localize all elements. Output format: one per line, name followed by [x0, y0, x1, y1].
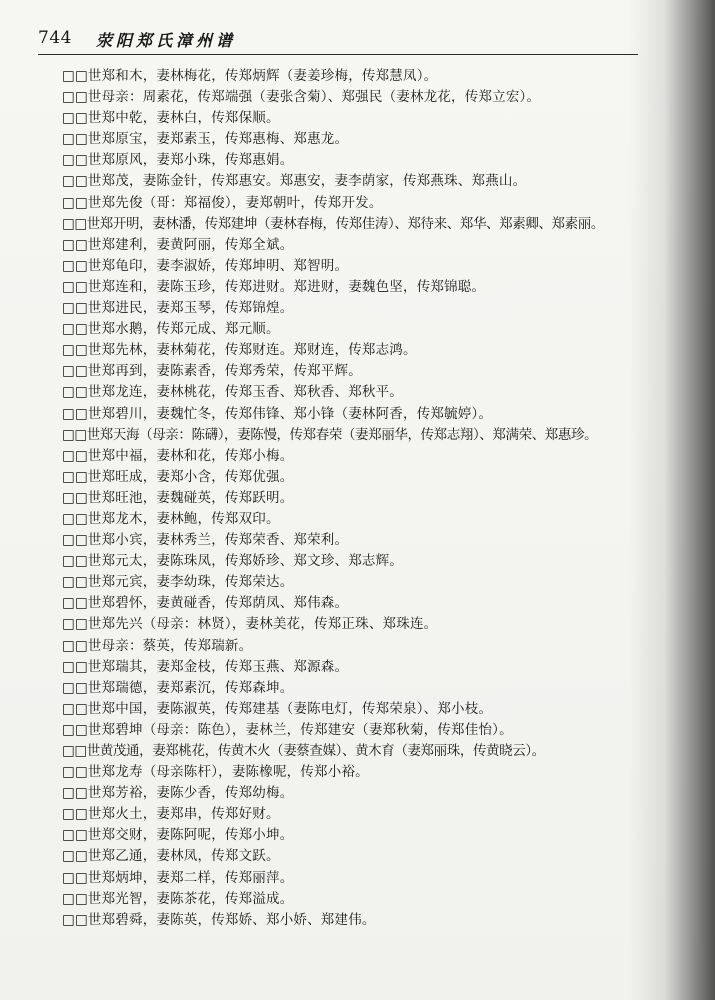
genealogy-entry: □□世郑建利，妻黄阿丽，传郑全斌。: [62, 236, 294, 253]
genealogy-entry: □□世母亲：周素花，传郑端强（妻张含菊）、郑强民（妻林龙花，传郑立宏）。: [62, 89, 541, 106]
genealogy-entry-list: [62, 66, 702, 931]
genealogy-entry: □□世郑开明，妻林潘，传郑建坤（妻林春梅，传郑佳涛）、郑待来、郑华、郑素卿、郑素丽。: [62, 215, 604, 232]
genealogy-entry: □□世郑旺池，妻魏碰英，传郑跃明。: [62, 489, 294, 506]
genealogy-entry: □□世郑龟印，妻李淑娇，传郑坤明、郑智明。: [62, 257, 349, 274]
genealogy-entry: □□世郑交财，妻陈阿呢，传郑小坤。: [62, 827, 294, 844]
genealogy-entry: □□世郑龙寿（母亲陈杆），妻陈橡呢，传郑小裕。: [62, 764, 369, 781]
genealogy-entry: □□世郑龙连，妻林桃花，传郑玉香、郑秋香、郑秋平。: [62, 384, 404, 401]
genealogy-entry: □□世郑乙通，妻林凤，传郑文跃。: [62, 848, 280, 865]
genealogy-entry: □□世郑天海（母亲：陈礴），妻陈慢，传郑春荣（妻郑丽华，传郑志翔）、郑满荣、郑惠珍。: [62, 426, 598, 443]
genealogy-entry: □□世母亲：蔡英，传郑瑞新。: [62, 637, 253, 654]
genealogy-entry: □□世郑进民，妻郑玉琴，传郑锦煌。: [62, 300, 294, 317]
genealogy-entry: □□世郑碧舜，妻陈英，传郑娇、郑小娇、郑建伟。: [62, 911, 376, 928]
genealogy-entry: □□世郑再到，妻陈素香，传郑秀荣，传郑平辉。: [62, 363, 362, 380]
genealogy-entry: □□世郑中福，妻林和花，传郑小梅。: [62, 447, 294, 464]
genealogy-entry: □□世郑旺成，妻郑小含，传郑优强。: [62, 468, 294, 485]
genealogy-entry: □□世郑先兴（母亲：林贤），妻林美花，传郑正珠、郑珠连。: [62, 616, 438, 633]
genealogy-entry: □□世郑元宾，妻李幼珠，传郑荣达。: [62, 574, 294, 591]
genealogy-entry: □□世郑元太，妻陈珠凤，传郑娇珍、郑文珍、郑志辉。: [62, 553, 404, 570]
genealogy-entry: □□世郑碧川，妻魏忙冬，传郑伟锋、郑小锋（妻林阿香，传郑毓婷）。: [62, 405, 493, 422]
genealogy-entry: □□世郑小宾，妻林秀兰，传郑荣香、郑荣利。: [62, 532, 349, 549]
genealogy-entry: □□世郑茂，妻陈金针，传郑惠安。郑惠安，妻李荫家，传郑燕珠、郑燕山。: [62, 173, 527, 190]
book-title: 荥阳郑氏漳州谱: [96, 31, 237, 50]
genealogy-entry: □□世郑连和，妻陈玉珍，传郑进财。郑进财，妻魏色坚，传郑锦聪。: [62, 278, 486, 295]
genealogy-entry: □□世郑碧怀，妻黄碰香，传郑荫凤、郑伟森。: [62, 595, 349, 612]
genealogy-entry: □□世郑炳坤，妻郑二样，传郑丽萍。: [62, 869, 294, 886]
genealogy-entry: □□世郑火土，妻郑串，传郑好财。: [62, 806, 280, 823]
genealogy-entry: □□世郑瑞其，妻郑金枝，传郑玉燕、郑源森。: [62, 658, 349, 675]
genealogy-entry: □□世郑中国，妻陈淑英，传郑建基（妻陈电灯，传郑荣泉）、郑小枝。: [62, 700, 493, 717]
genealogy-entry: □□世郑碧坤（母亲：陈色），妻林兰，传郑建安（妻郑秋菊，传郑佳怡）。: [62, 721, 513, 738]
genealogy-entry: □□世郑和木，妻林梅花，传郑炳辉（妻姜珍梅，传郑慧凤）。: [62, 68, 438, 84]
genealogy-entry: □□世郑光智，妻陈茶花，传郑溢成。: [62, 890, 294, 907]
genealogy-entry: □□世郑先俊（哥：郑福俊），妻郑朝叶，传郑开发。: [62, 194, 383, 211]
genealogy-entry: □□世黄茂通，妻郑桃花，传黄木火（妻蔡查媒）、黄木育（妻郑丽珠，传黄晓云）。: [62, 743, 545, 759]
genealogy-entry: □□世郑原风，妻郑小珠，传郑惠娟。: [62, 152, 294, 169]
genealogy-entry: □□世郑水鹅，传郑元成、郑元顺。: [62, 321, 280, 338]
genealogy-entry: □□世郑芳裕，妻陈少香，传郑幼梅。: [62, 785, 294, 802]
genealogy-entry: □□世郑先林，妻林菊花，传郑财连。郑财连，传郑志鸿。: [62, 342, 417, 359]
genealogy-entry: □□世郑原宝，妻郑素玉，传郑惠梅、郑惠龙。: [62, 131, 349, 148]
genealogy-entry: □□世郑中乾，妻林白，传郑保顺。: [62, 110, 280, 127]
genealogy-entry: □□世郑龙木，妻林鲍，传郑双印。: [62, 510, 280, 527]
genealogy-entry: □□世郑瑞德，妻郑素沉，传郑森坤。: [62, 679, 294, 696]
page-header: [38, 24, 638, 55]
page-number: 744: [38, 28, 72, 48]
